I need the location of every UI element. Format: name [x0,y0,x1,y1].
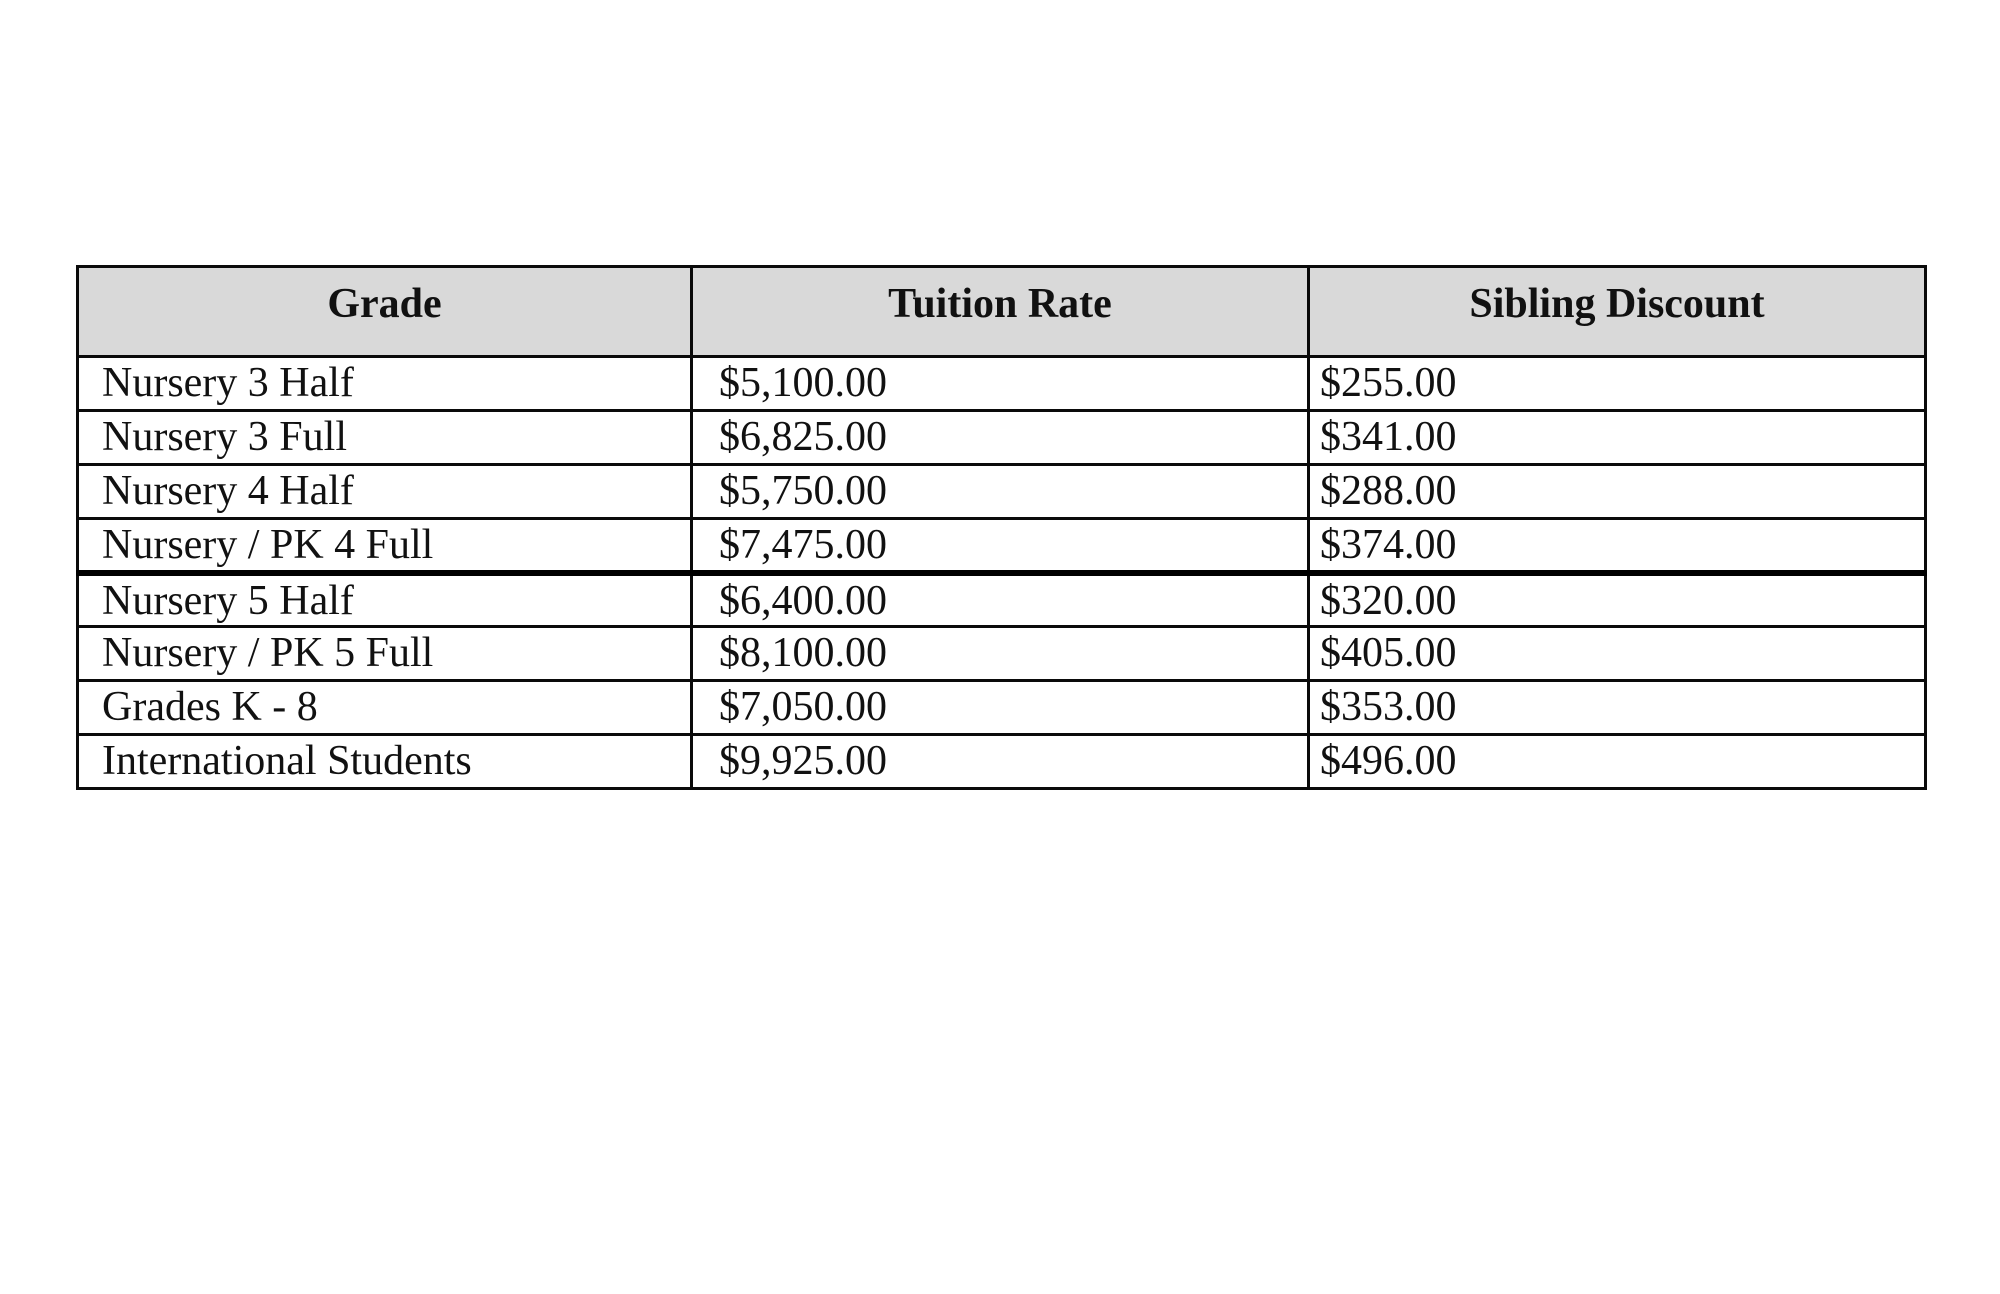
sibling-discount-cell: $288.00 [1309,465,1926,519]
grade-cell: Nursery / PK 4 Full [78,519,692,573]
tuition-rate-cell: $5,100.00 [692,357,1309,411]
tuition-rate-cell: $6,400.00 [692,573,1309,627]
table-row [78,465,1926,519]
table-row [78,411,1926,465]
sibling-discount-cell: $353.00 [1309,681,1926,735]
sibling-discount-cell: $320.00 [1309,573,1926,627]
tuition-rate-cell: $6,825.00 [692,411,1309,465]
grade-cell: Nursery 4 Half [78,465,692,519]
grade-cell: Nursery / PK 5 Full [78,627,692,681]
tuition-rate-cell: $5,750.00 [692,465,1309,519]
grade-cell: Nursery 3 Full [78,411,692,465]
table-row [78,573,1926,627]
sibling-discount-cell: $405.00 [1309,627,1926,681]
sibling-discount-cell: $255.00 [1309,357,1926,411]
tuition-table [76,265,1927,790]
tuition-rate-cell: $7,050.00 [692,681,1309,735]
sibling-discount-cell: $496.00 [1309,735,1926,789]
table-row [78,627,1926,681]
table-row [78,357,1926,411]
sibling-discount-cell: $374.00 [1309,519,1926,573]
header-grade: Grade [78,267,692,357]
tuition-rate-cell: $8,100.00 [692,627,1309,681]
grade-cell: Nursery 5 Half [78,573,692,627]
header-tuition-rate: Tuition Rate [692,267,1309,357]
table-row [78,735,1926,789]
tuition-rate-cell: $9,925.00 [692,735,1309,789]
grade-cell: International Students [78,735,692,789]
sibling-discount-cell: $341.00 [1309,411,1926,465]
table-header-row [78,267,1926,357]
grade-cell: Nursery 3 Half [78,357,692,411]
table-row [78,519,1926,573]
tuition-rate-cell: $7,475.00 [692,519,1309,573]
grade-cell: Grades K - 8 [78,681,692,735]
table-row [78,681,1926,735]
header-sibling-discount: Sibling Discount [1309,267,1926,357]
